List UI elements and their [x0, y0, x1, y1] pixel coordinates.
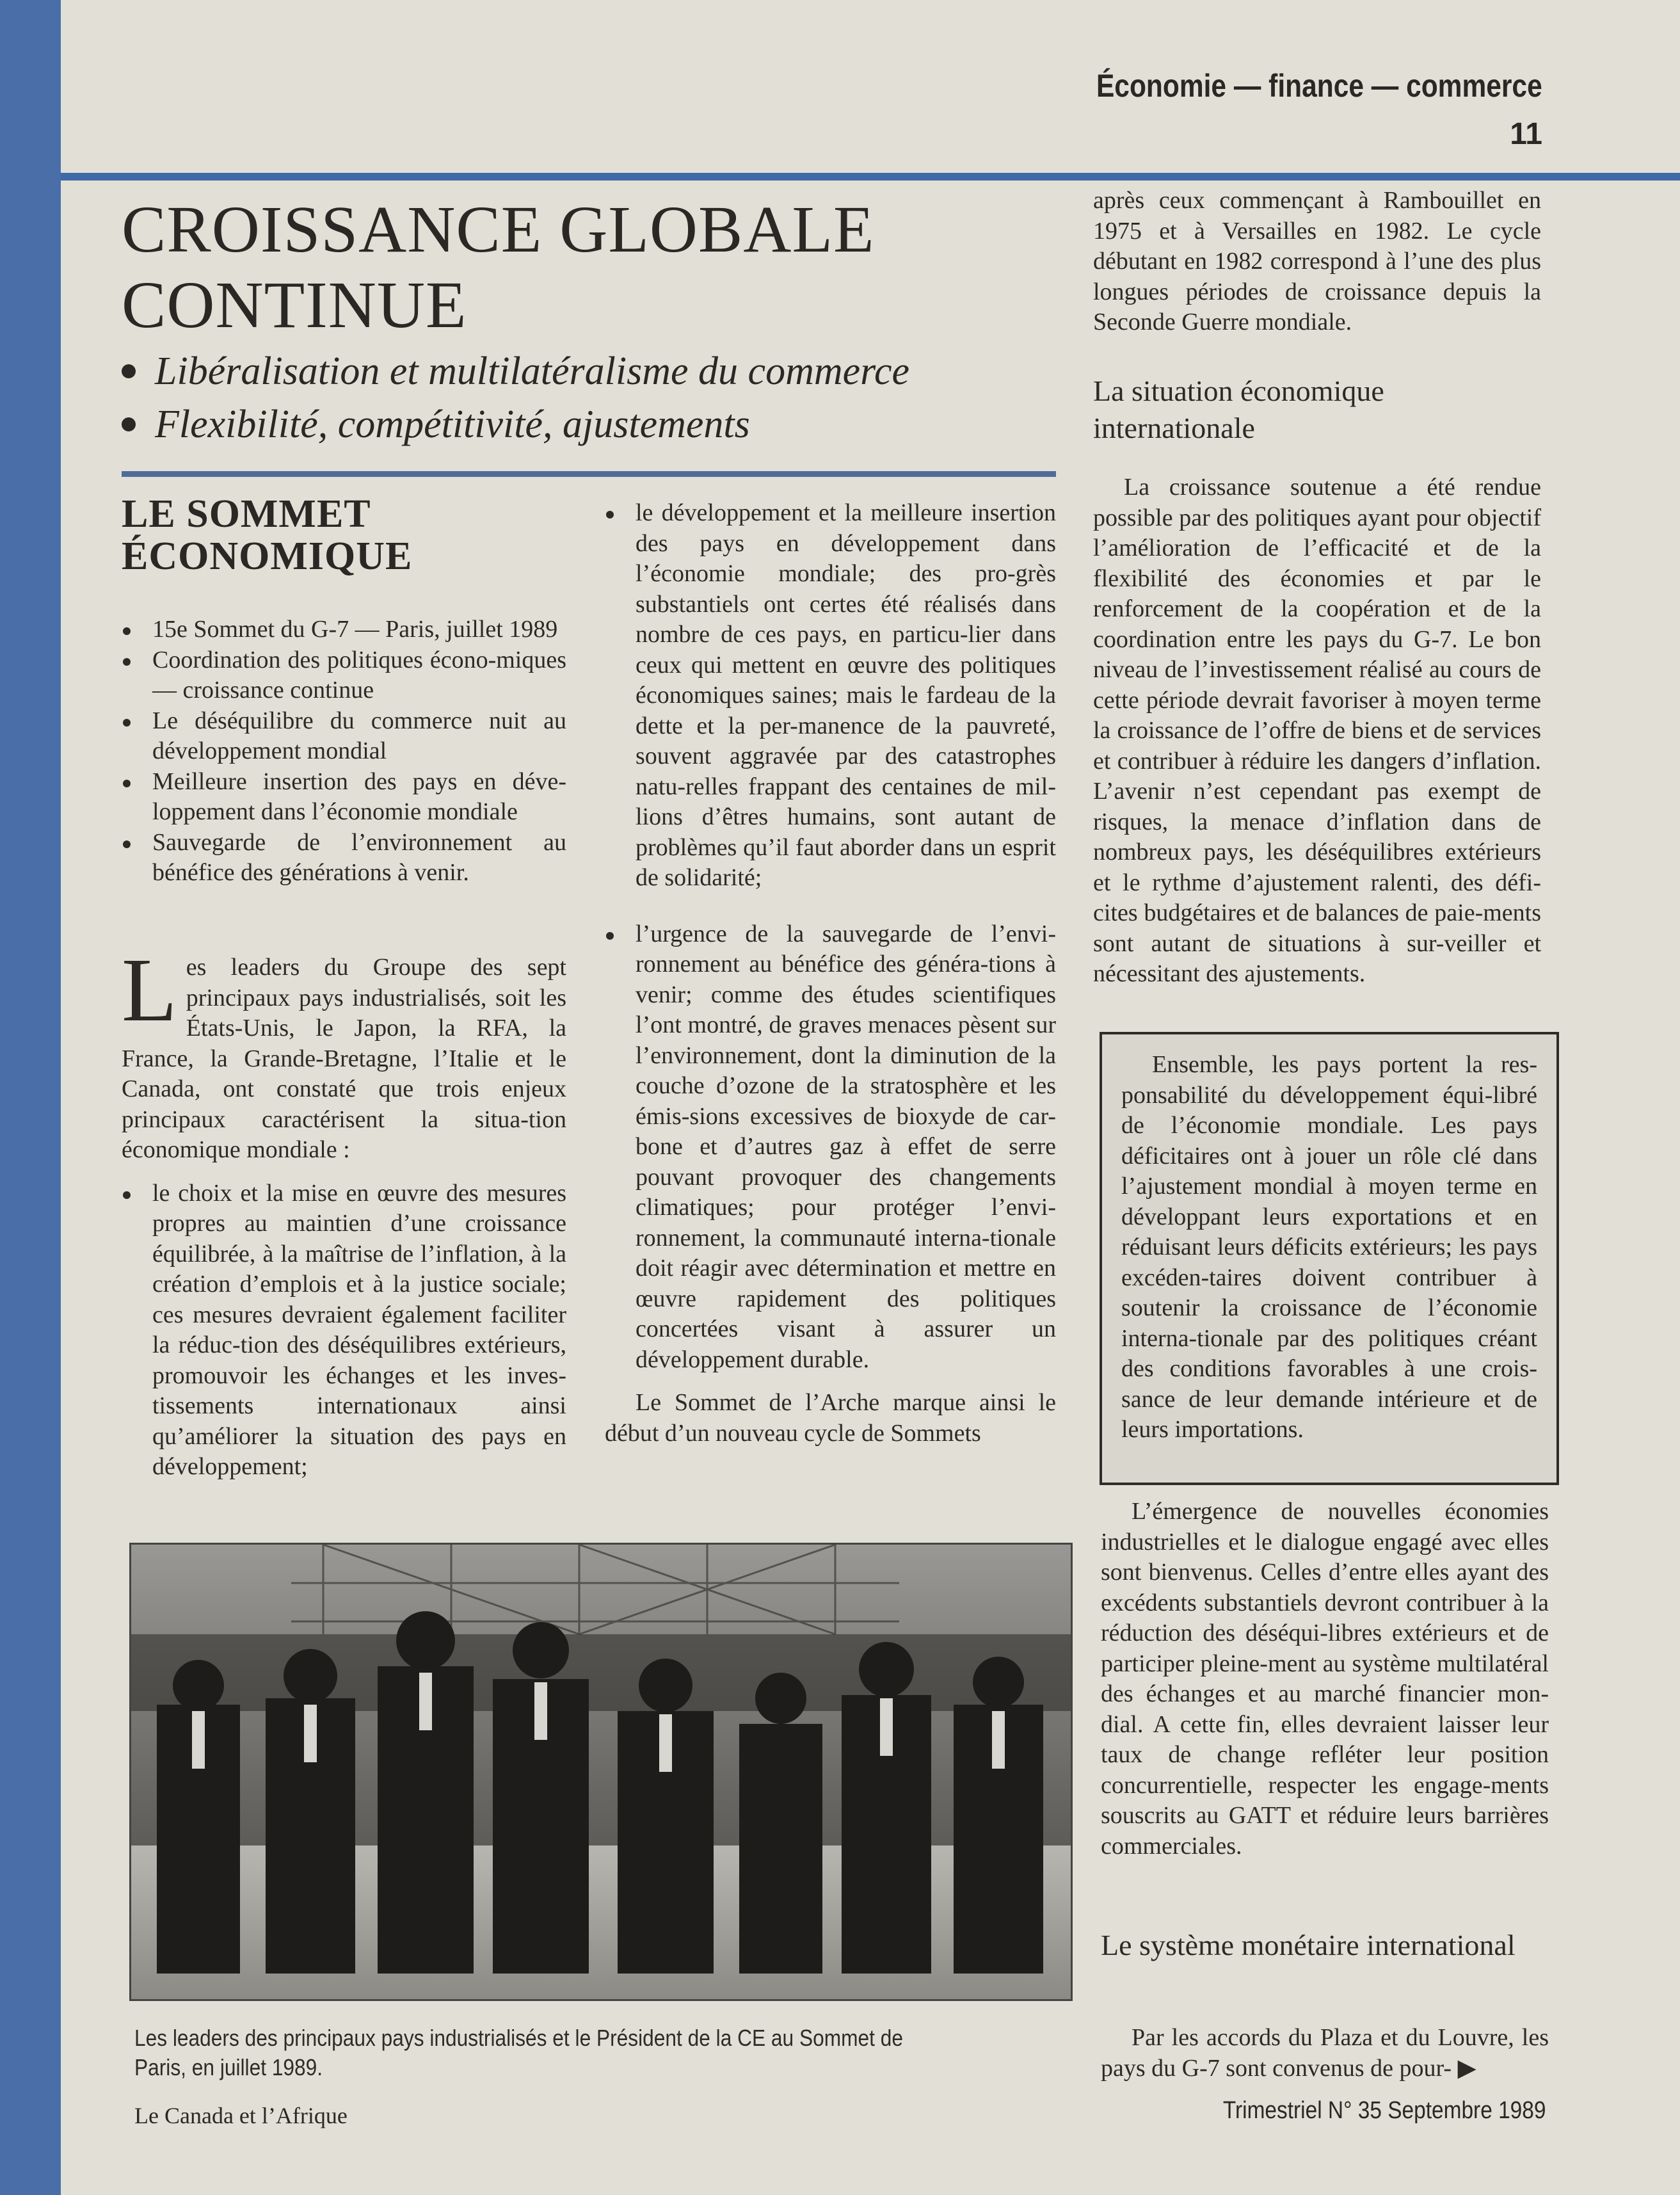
- summary-item: Sauvegarde de l’environnement au bénéfice des générations à venir.: [122, 828, 566, 888]
- issues-list-part-2: [605, 498, 1056, 1375]
- section-heading: LE SOMMET ÉCONOMIQUE: [122, 492, 413, 578]
- title-line-2: CONTINUE: [122, 268, 467, 342]
- title-rule: [122, 471, 1056, 477]
- summit-photo: [129, 1543, 1073, 2001]
- intro-paragraph: Les leaders du Groupe des sept principaux pays industrialisés, soit les États-Unis, le Japon, la RFA, la France, la Grande-Bretagne, l’Italie et le Canada, ont constaté que trois enjeux principaux caractérisent la situa-tion économique mondiale :: [122, 939, 566, 1163]
- subhead-situation: La situation économique internationale: [1093, 374, 1384, 444]
- page-edge-strip: [0, 0, 61, 2195]
- article-title: [122, 192, 1043, 343]
- subtitle-2: Flexibilité, compétitivité, ajustements: [122, 402, 750, 447]
- section-label: Économie — finance — commerce: [1096, 68, 1542, 104]
- footer-issue: Trimestriel N° 35 Septembre 1989: [1222, 2097, 1546, 2124]
- bullet-dot: [122, 364, 136, 378]
- continuation-paragraph: après ceux commençant à Rambouillet en 1975 et à Versailles en 1982. Le cycle débutant en 1982 correspond à l’une des plus longues périodes de croissance depuis la Seconde Guerre mondiale.: [1093, 187, 1541, 335]
- issue-item: l’urgence de la sauvegarde de l’envi-ronnement au bénéfice des généra-tions à venir; comme des études scientifiques l’ont montré, de graves menaces pèsent sur l’environnement, dont la diminution de la couche d’ozone de la stratosphère et les émis-sions excessives de bioxyde de car-bone et d’autres gaz à effet de serre pouvant provoquer des changements climatiques; pour protéger l’envi-ronnement, la communauté interna-tionale doit réagir avec détermination et mettre en œuvre rapidement des politiques concertées visant à assurer un développement durable.: [605, 919, 1056, 1376]
- subhead-monetary: Le système monétaire international: [1101, 1929, 1516, 1961]
- highlight-box: [1100, 1032, 1559, 1485]
- issue-item: le choix et la mise en œuvre des mesures propres au maintien d’une croissance équilibrée, à la maîtrise de l’inflation, à la création d’emplois et à la justice sociale; ces mesures devraient également faciliter la réduc-tion des déséquilibres extérieurs, promouvoir les échanges et les inves-tissements internationaux ainsi qu’améliorer la situation des pays en développement;: [122, 1178, 566, 1483]
- photo-caption: Les leaders des principaux pays industrialisés et le Président de la CE au Sommet de Paris, en juillet 1989.: [134, 2025, 903, 2080]
- header-rule: [61, 173, 1680, 181]
- middle-column: [605, 498, 1056, 1449]
- continue-arrow-icon: ▶: [1457, 2054, 1476, 2082]
- summary-column: [122, 615, 566, 888]
- page-number: 11: [1510, 117, 1542, 151]
- highlight-text: Ensemble, les pays portent la res-ponsabilité du développement équi-libré de l’économie mondiale. Les pays déficitaires ont à jouer un rôle clé dans l’ajustement mondial à moyen terme en développant leurs exportations et en réduisant leurs déficits extérieurs; les pays excéden-taires doivent contribuer à soutenir la croissance de l’économie interna-tionale par des politiques créant des conditions favorables à une crois-sance de leur demande intérieure et de leurs importations.: [1121, 1051, 1537, 1443]
- summary-item: Coordination des politiques écono-miques — croissance continue: [122, 645, 566, 706]
- issue-item: le développement et la meilleure insertion des pays en développement dans l’économie mondiale; des pro-grès substantiels ont certes été réalisés dans nombre de ces pays, en particu-lier dans ceux qui mettent en œuvre des politiques économiques saines; mais le fardeau de la dette et la per-manence de la pauvreté, souvent aggravée par des catastrophes natu-relles frappant des centaines de mil-lions d’êtres humains, sont autant de problèmes qu’il faut aborder dans un esprit de solidarité;: [605, 498, 1056, 894]
- monetary-paragraph: Par les accords du Plaza et du Louvre, les pays du G-7 sont convenus de pour- ▶: [1101, 2024, 1549, 2082]
- summary-item: Meilleure insertion des pays en déve-loppement dans l’économie mondiale: [122, 767, 566, 828]
- intro-column: [122, 939, 566, 1483]
- leaders-group-photo: [131, 1545, 1071, 1999]
- arche-paragraph: Le Sommet de l’Arche marque ainsi le début d’un nouveau cycle de Sommets: [605, 1389, 1056, 1447]
- situation-paragraph: La croissance soutenue a été rendue possible par des politiques ayant pour objectif l’amélioration de l’efficacité et de la flexibilité des économies et par le renforcement de la coopération et de la coordination entre les pays du G-7. Le bon niveau de l’investissement réalisé au cours de cette période devrait favoriser à moyen terme la croissance de l’offre de biens et de services et contribuer à réduire les dangers d’inflation. L’avenir n’est cependant pas exempt de risques, la menace d’inflation dans de nombreux pays, les déséquilibres extérieurs et le rythme d’ajustement ralenti, des défi-cites budgétaires et de balances de paie-ments sont autant de situations à sur-veiller et nécessitant des ajustements.: [1093, 474, 1541, 987]
- summary-list: [122, 615, 566, 888]
- drop-cap: L: [122, 939, 177, 1040]
- summary-item: 15e Sommet du G-7 — Paris, juillet 1989: [122, 615, 566, 645]
- issues-list-part-1: [122, 1178, 566, 1483]
- title-line-1: CROISSANCE GLOBALE: [122, 193, 875, 266]
- footer-publication: Le Canada et l’Afrique: [134, 2103, 348, 2128]
- subtitle-1: Libéralisation et multilatéralisme du commerce: [122, 349, 909, 394]
- emergence-paragraph: L’émergence de nouvelles économies industrielles et le dialogue engagé avec elles sont bienvenus. Celles d’entre elles ayant des excédents substantiels devront contribuer à la réduction des déséqui-libres extérieurs et de participer pleine-ment au système multilatéral des échanges et au marché financier mon-dial. A cette fin, elles devraient laisser leur taux de change refléter leur position concurrentielle, respecter les engage-ments souscrits au GATT et réduire leurs barrières commerciales.: [1101, 1498, 1549, 1860]
- bullet-dot: [122, 417, 136, 431]
- summary-item: Le déséquilibre du commerce nuit au développement mondial: [122, 706, 566, 767]
